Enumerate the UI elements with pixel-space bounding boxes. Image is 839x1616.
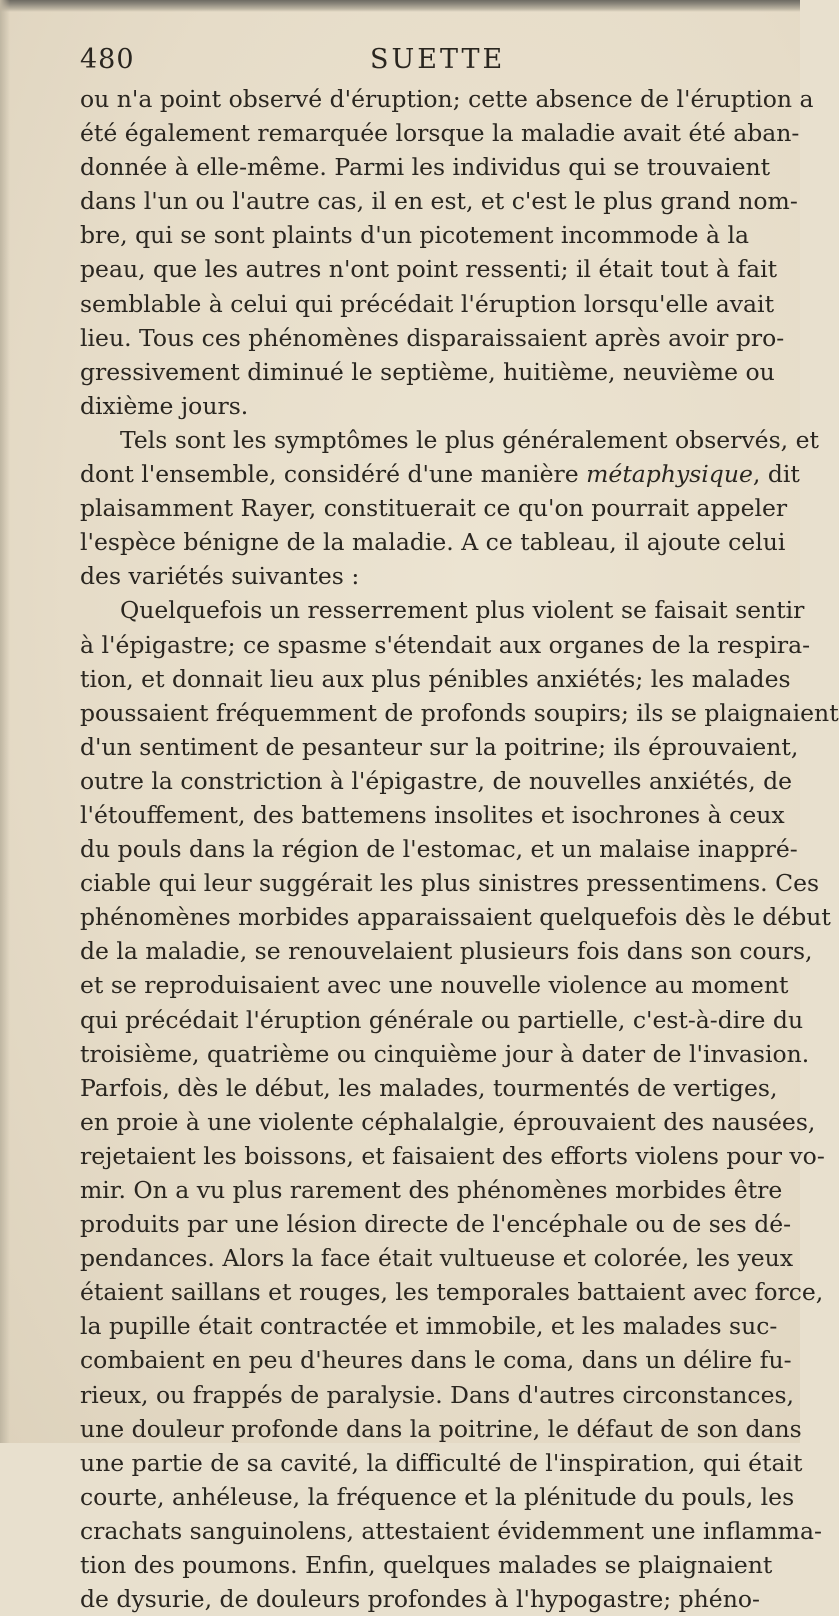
text-line: du pouls dans la région de l'estomac, et un malaise inappré- — [80, 835, 798, 864]
text-line: la pupille était contractée et immobile, et les malades suc- — [80, 1312, 778, 1341]
text-line: Quelquefois un resserrement plus violent se faisait sentir — [120, 596, 805, 625]
text-line: été également remarquée lorsque la maladie avait été aban- — [80, 119, 800, 148]
page-left-edge — [0, 0, 10, 1443]
body-text — [80, 82, 839, 1616]
text-line: étaient saillans et rouges, les temporales battaient avec force, — [80, 1278, 824, 1307]
page-header — [80, 44, 760, 82]
text-line: bre, qui se sont plaints d'un picotement incommode à la — [80, 221, 749, 250]
text-line: rejetaient les boissons, et faisaient des efforts violens pour vo- — [80, 1141, 825, 1170]
text-line: dans l'un ou l'autre cas, il en est, et c'est le plus grand nom- — [80, 187, 798, 216]
text-line: poussaient fréquemment de profonds soupirs; ils se plaignaient — [80, 698, 839, 727]
text-line: outre la constriction à l'épigastre, de nouvelles anxiétés, de — [80, 766, 793, 795]
text-run: , dit — [752, 460, 800, 489]
text-line: tion, et donnait lieu aux plus pénibles anxiétés; les malades — [80, 664, 791, 693]
text-line — [80, 457, 800, 491]
text-line: une douleur profonde dans la poitrine, le défaut de son dans — [80, 1414, 802, 1443]
text-line: lieu. Tous ces phénomènes disparaissaient après avoir pro- — [80, 323, 785, 352]
italic-term: métaphysique — [586, 460, 753, 489]
text-line: de la maladie, se renouvelaient plusieurs fois dans son cours, — [80, 937, 813, 966]
text-line: Tels sont les symptômes le plus généralement observés, et — [120, 425, 819, 454]
text-line: et se reproduisaient avec une nouvelle violence au moment — [80, 971, 789, 1000]
running-head: SUETTE — [370, 44, 506, 75]
text-line: de dysurie, de douleurs profondes à l'hypogastre; phéno- — [80, 1585, 760, 1614]
text-line: phénomènes morbides apparaissaient quelquefois dès le début — [80, 903, 831, 932]
text-line: d'un sentiment de pesanteur sur la poitrine; ils éprouvaient, — [80, 732, 799, 761]
text-line: plaisamment Rayer, constituerait ce qu'on pourrait appeler — [80, 494, 788, 523]
text-line: une partie de sa cavité, la difficulté de l'inspiration, qui était — [80, 1448, 803, 1477]
text-line: semblable à celui qui précédait l'éruption lorsqu'elle avait — [80, 289, 775, 318]
text-line: qui précédait l'éruption générale ou partielle, c'est-à-dire du — [80, 1005, 804, 1034]
text-line: troisième, quatrième ou cinquième jour à dater de l'invasion. — [80, 1039, 810, 1068]
text-line: l'espèce bénigne de la maladie. A ce tableau, il ajoute celui — [80, 528, 786, 557]
text-line: mir. On a vu plus rarement des phénomènes morbides être — [80, 1176, 783, 1204]
text-line: tion des poumons. Enfin, quelques malades se plaignaient — [80, 1551, 773, 1580]
text-line: Parfois, dès le début, les malades, tourmentés de vertiges, — [80, 1073, 778, 1102]
text-line: à l'épigastre; ce spasme s'étendait aux organes de la respira- — [80, 630, 811, 659]
text-line: donnée à elle-même. Parmi les individus qui se trouvaient — [80, 153, 771, 182]
page-top-edge — [0, 0, 800, 12]
text-line: l'étouffement, des battemens insolites et isochrones à ceux — [80, 800, 785, 829]
text-line: en proie à une violente céphalalgie, éprouvaient des nausées, — [80, 1107, 816, 1136]
text-run: dont l'ensemble, considéré d'une manière — [80, 460, 587, 489]
text-line: combaient en peu d'heures dans le coma, dans un délire fu- — [80, 1346, 792, 1375]
text-line: ciable qui leur suggérait les plus sinistres pressentimens. Ces — [80, 869, 820, 898]
text-line: pendances. Alors la face était vultueuse et colorée, les yeux — [80, 1244, 794, 1273]
text-line: ou n'a point observé d'éruption; cette absence de l'éruption a — [80, 85, 814, 113]
text-line: des variétés suivantes : — [80, 562, 360, 591]
page-number: 480 — [80, 44, 135, 75]
text-line: produits par une lésion directe de l'encéphale ou de ses dé- — [80, 1210, 792, 1239]
text-line: peau, que les autres n'ont point ressenti; il était tout à fait — [80, 255, 778, 284]
text-line: rieux, ou frappés de paralysie. Dans d'autres circonstances, — [80, 1380, 795, 1409]
text-line: gressivement diminué le septième, huitième, neuvième ou — [80, 357, 775, 386]
text-line: courte, anhéleuse, la fréquence et la plénitude du pouls, les — [80, 1482, 795, 1511]
text-line: crachats sanguinolens, attestaient évidemment une inflamma- — [80, 1516, 822, 1545]
text-line: dixième jours. — [80, 391, 249, 420]
